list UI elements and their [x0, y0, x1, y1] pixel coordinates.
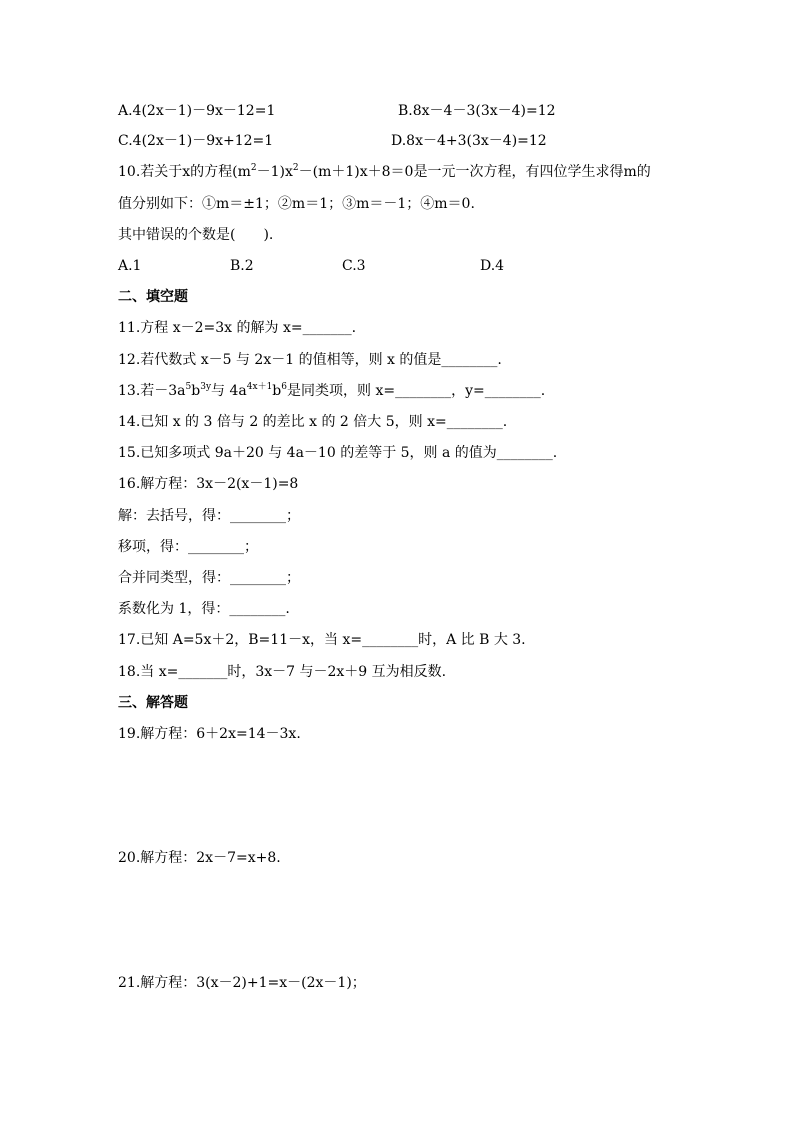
question-21: 21.解方程：3(x－2)+1=x－(2x－1)；	[118, 975, 366, 991]
question-19: 19.解方程：6＋2x=14－3x.	[118, 726, 301, 742]
q13-text-d: b	[272, 383, 282, 399]
q10-line-3: 其中错误的个数是( ).	[118, 227, 274, 243]
q9-option-a: A.4(2x－1)－9x－12=1	[118, 103, 276, 119]
question-14: 14.已知 x 的 3 倍与 2 的差比 x 的 2 倍大 5，则 x=________.	[118, 414, 508, 430]
question-16-step-1: 解：去括号，得：________；	[118, 508, 300, 524]
q10-line-1	[118, 162, 651, 182]
q10-option-b: B.2	[230, 258, 254, 274]
q13-text-b: b	[191, 383, 201, 399]
q13-sup-1: 5	[185, 382, 192, 392]
q9-option-c: C.4(2x－1)－9x+12=1	[118, 133, 274, 149]
q10-text-c: －(m＋1)x＋8＝0是一元一次方程，有四位学生求得m的	[298, 164, 651, 180]
q10-option-c: C.3	[342, 258, 366, 274]
q13-sup-4: 6	[281, 382, 287, 392]
q13-text-a: 13.若－3a	[118, 383, 186, 399]
q10-line-2: 值分别如下：①m＝±1；②m＝1；③m＝－1；④m＝0.	[118, 196, 475, 212]
q10-option-d: D.4	[480, 258, 505, 274]
q10-sup-2: 2	[292, 163, 299, 173]
q13-sup-3: 4x＋1	[246, 382, 273, 392]
question-12: 12.若代数式 x－5 与 2x－1 的值相等，则 x 的值是________.	[118, 352, 502, 368]
section-solve-heading: 三、解答题	[118, 695, 188, 711]
q10-sup-1: 2	[250, 163, 257, 173]
question-15: 15.已知多项式 9a＋20 与 4a－10 的差等于 5，则 a 的值为________.	[118, 445, 558, 461]
q10-text-b: －1)x	[256, 164, 293, 180]
question-20: 20.解方程：2x－7=x+8.	[118, 850, 281, 866]
q13-text-e: 是同类项，则 x=________，y=________.	[287, 383, 546, 399]
question-13	[118, 381, 545, 401]
question-17: 17.已知 A=5x＋2，B=11－x，当 x=________时，A 比 B 大 3.	[118, 632, 526, 648]
question-16-step-4: 系数化为 1，得：________.	[118, 601, 290, 617]
q10-option-a: A.1	[118, 258, 142, 274]
question-16-title: 16.解方程：3x－2(x－1)=8	[118, 476, 299, 492]
section-fill-in-heading: 二、填空题	[118, 289, 188, 305]
question-16-step-2: 移项，得：________；	[118, 539, 258, 555]
q9-option-d: D.8x－4+3(3x－4)=12	[391, 133, 547, 149]
question-11: 11.方程 x－2=3x 的解为 x=_______.	[118, 320, 357, 336]
q13-sup-2: 3y	[200, 382, 212, 392]
question-18: 18.当 x=_______时，3x－7 与－2x＋9 互为相反数.	[118, 664, 447, 680]
q13-text-c: 与 4a	[211, 383, 247, 399]
q9-option-b: B.8x－4－3(3x－4)=12	[398, 103, 556, 119]
q10-text-a: 10.若关于x的方程(m	[118, 164, 251, 180]
question-16-step-3: 合并同类型，得：________；	[118, 570, 300, 586]
